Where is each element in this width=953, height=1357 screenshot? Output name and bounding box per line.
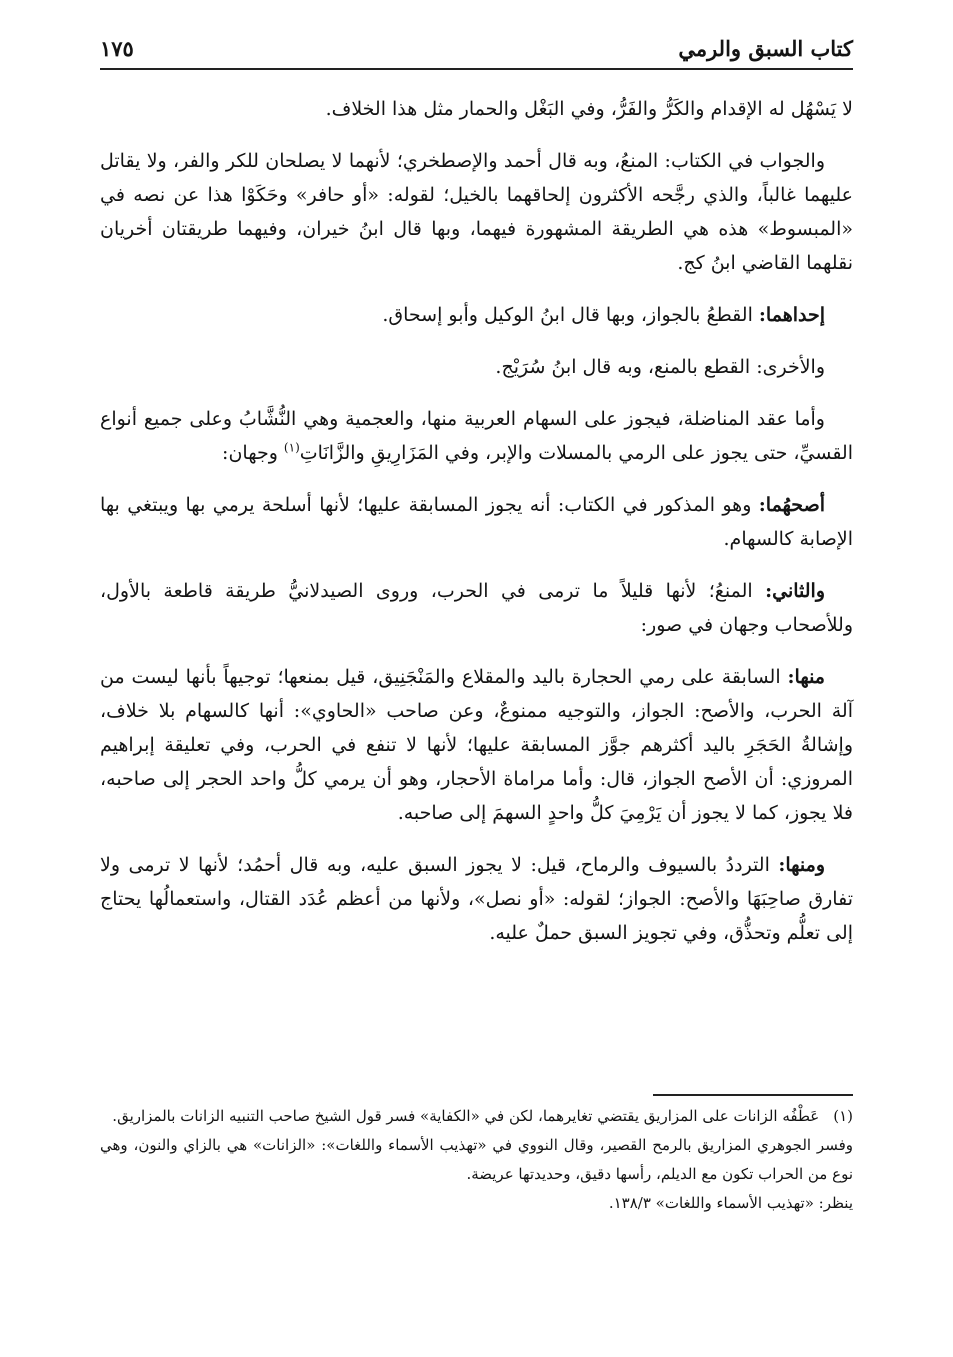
running-head: كتاب السبق والرمي (678, 36, 853, 61)
paragraph-1: لا يَسْهُل له الإقدام والكَرُّ والفَرُّ، وفي البَغْل والحمار مثل هذا الخلاف. (325, 98, 853, 120)
main-text (100, 92, 853, 968)
paragraph-6-text: وهو المذكور في الكتاب: أنه يجوز المسابقة عليها؛ لأنها أسلحة يرمي بها ويبتغي بها الإصابة كالسهام. (100, 494, 853, 550)
paragraph-2: والجواب في الكتاب: المنعُ، وبه قال أحمد والإصطخري؛ لأنهما لا يصلحان للكر والفر، ولا يقاتل عليهما غالباً، والذي رجَّحه الأكثرون إلحاقهما بالخيل؛ لقوله: «أو حافر» وحَكَوْا هذا عن نصه في «المبسوط» هذه هي الطريقة المشهورة فيهما، وبها قال ابنُ خيران، وفيهما طريقتان أخريان نقلهما القاضي ابنُ كج. (100, 150, 853, 274)
paragraph-8-text: السابقة على رمي الحجارة باليد والمقلاع والمَنْجَنِيق، قيل بمنعها؛ توجيهاً بأنها ليست من آلة الحرب، والأصح: الجواز، والتوجيه ممنوعٌ، وعن صاحب «الحاوي»: أنها كالسهام بلا خلاف، وإشالةُ الحَجَرِ باليد أكثرهم جوَّز المسابقة عليها؛ لأنها لا تنفع في الحرب، وفي تعليقة إبراهيم المروزي: أن الأصح الجواز، قال: وأما مراماة الأحجار، وهو أن يرمي كلُّ واحد الحجر إلى صاحبه، فلا يجوز، كما لا يجوز أن يَرْمِيَ كلُّ واحدٍ السهمَ إلى صاحبه. (100, 666, 853, 824)
page-number: ١٧٥ (100, 36, 134, 61)
paragraph-7-lead: والثاني: (765, 580, 825, 602)
paragraph-3 (100, 298, 853, 332)
footnotes (100, 1102, 853, 1218)
footnote-number: (١) (833, 1107, 853, 1125)
paragraph-3-text: القطعُ بالجواز، وبها قال ابنُ الوكيل وأبو إسحاق. (382, 304, 759, 326)
paragraph-4: والأخرى: القطع بالمنع، وبه قال ابنُ سُرَيْج. (495, 356, 825, 378)
paragraph-8-lead: منها: (787, 666, 825, 688)
paragraph-5-text: وأما عقد المناضلة، فيجوز على السهام العربية منها، والعجمية وهي النُّشَّابُ وعلى جميع أنواع القسيِّ، حتى يجوز على الرمي بالمسلات والإبر، وفي المَزَارِيقِ والزَّانَاتِ (100, 408, 853, 464)
paragraph-3-lead: إحداهما: (758, 304, 825, 326)
paragraph-9-text: الترددُ بالسيوف والرماح، قيل: لا يجوز السبق عليه، وبه قال أحمُد؛ لأنها لا ترمى ولا تفارق صاحِبَهَا والأصح: الجواز؛ لقوله: «أو نصل»، ولأنها من أعظم عُدَد القتال، واستعمالُها يحتاج إلى تعلُّم وتحذُّق، وفي تجويز السبق حملٌ عليه. (100, 854, 853, 944)
footnote-divider (653, 1094, 853, 1096)
paragraph-5 (100, 402, 853, 470)
paragraph-9-lead: ومنها: (778, 854, 825, 876)
footnote-1-line-3: ينظر: «تهذيب الأسماء واللغات» ١٣٨/٣. (608, 1194, 853, 1212)
paragraph-6-lead: أصحهُما: (758, 494, 825, 516)
paragraph-5-tail: وجهان: (222, 442, 284, 464)
paragraph-7 (100, 574, 853, 642)
paragraph-7-text: المنعُ؛ لأنها قليلاً ما ترمى في الحرب، وروى الصيدلانيُّ طريقة قاطعة بالأول، وللأصحاب وجهان في صور: (100, 580, 853, 636)
footnote-reference[interactable]: (١) (283, 440, 300, 455)
paragraph-8 (100, 660, 853, 830)
paragraph-9 (100, 848, 853, 950)
page-header (100, 34, 853, 70)
paragraph-6 (100, 488, 853, 556)
footnote-1 (100, 1102, 853, 1131)
footnote-1-line-2: وفسر الجوهري المزاريق بالرمح القصير، وقال النووي في «تهذيب الأسماء واللغات»: «الزانات» هي بالزاي والنون، وهي نوع من الحراب تكون مع الديلم، رأسها دقيق، وحديدتها عريضة. (100, 1136, 853, 1183)
footnote-1-line-1: عَطْفُه الزانات على المزاريق يقتضي تغايرهما، لكن في «الكفاية» فسر قول الشيخ صاحب التنبيه الزانات بالمزاريق. (112, 1107, 820, 1125)
